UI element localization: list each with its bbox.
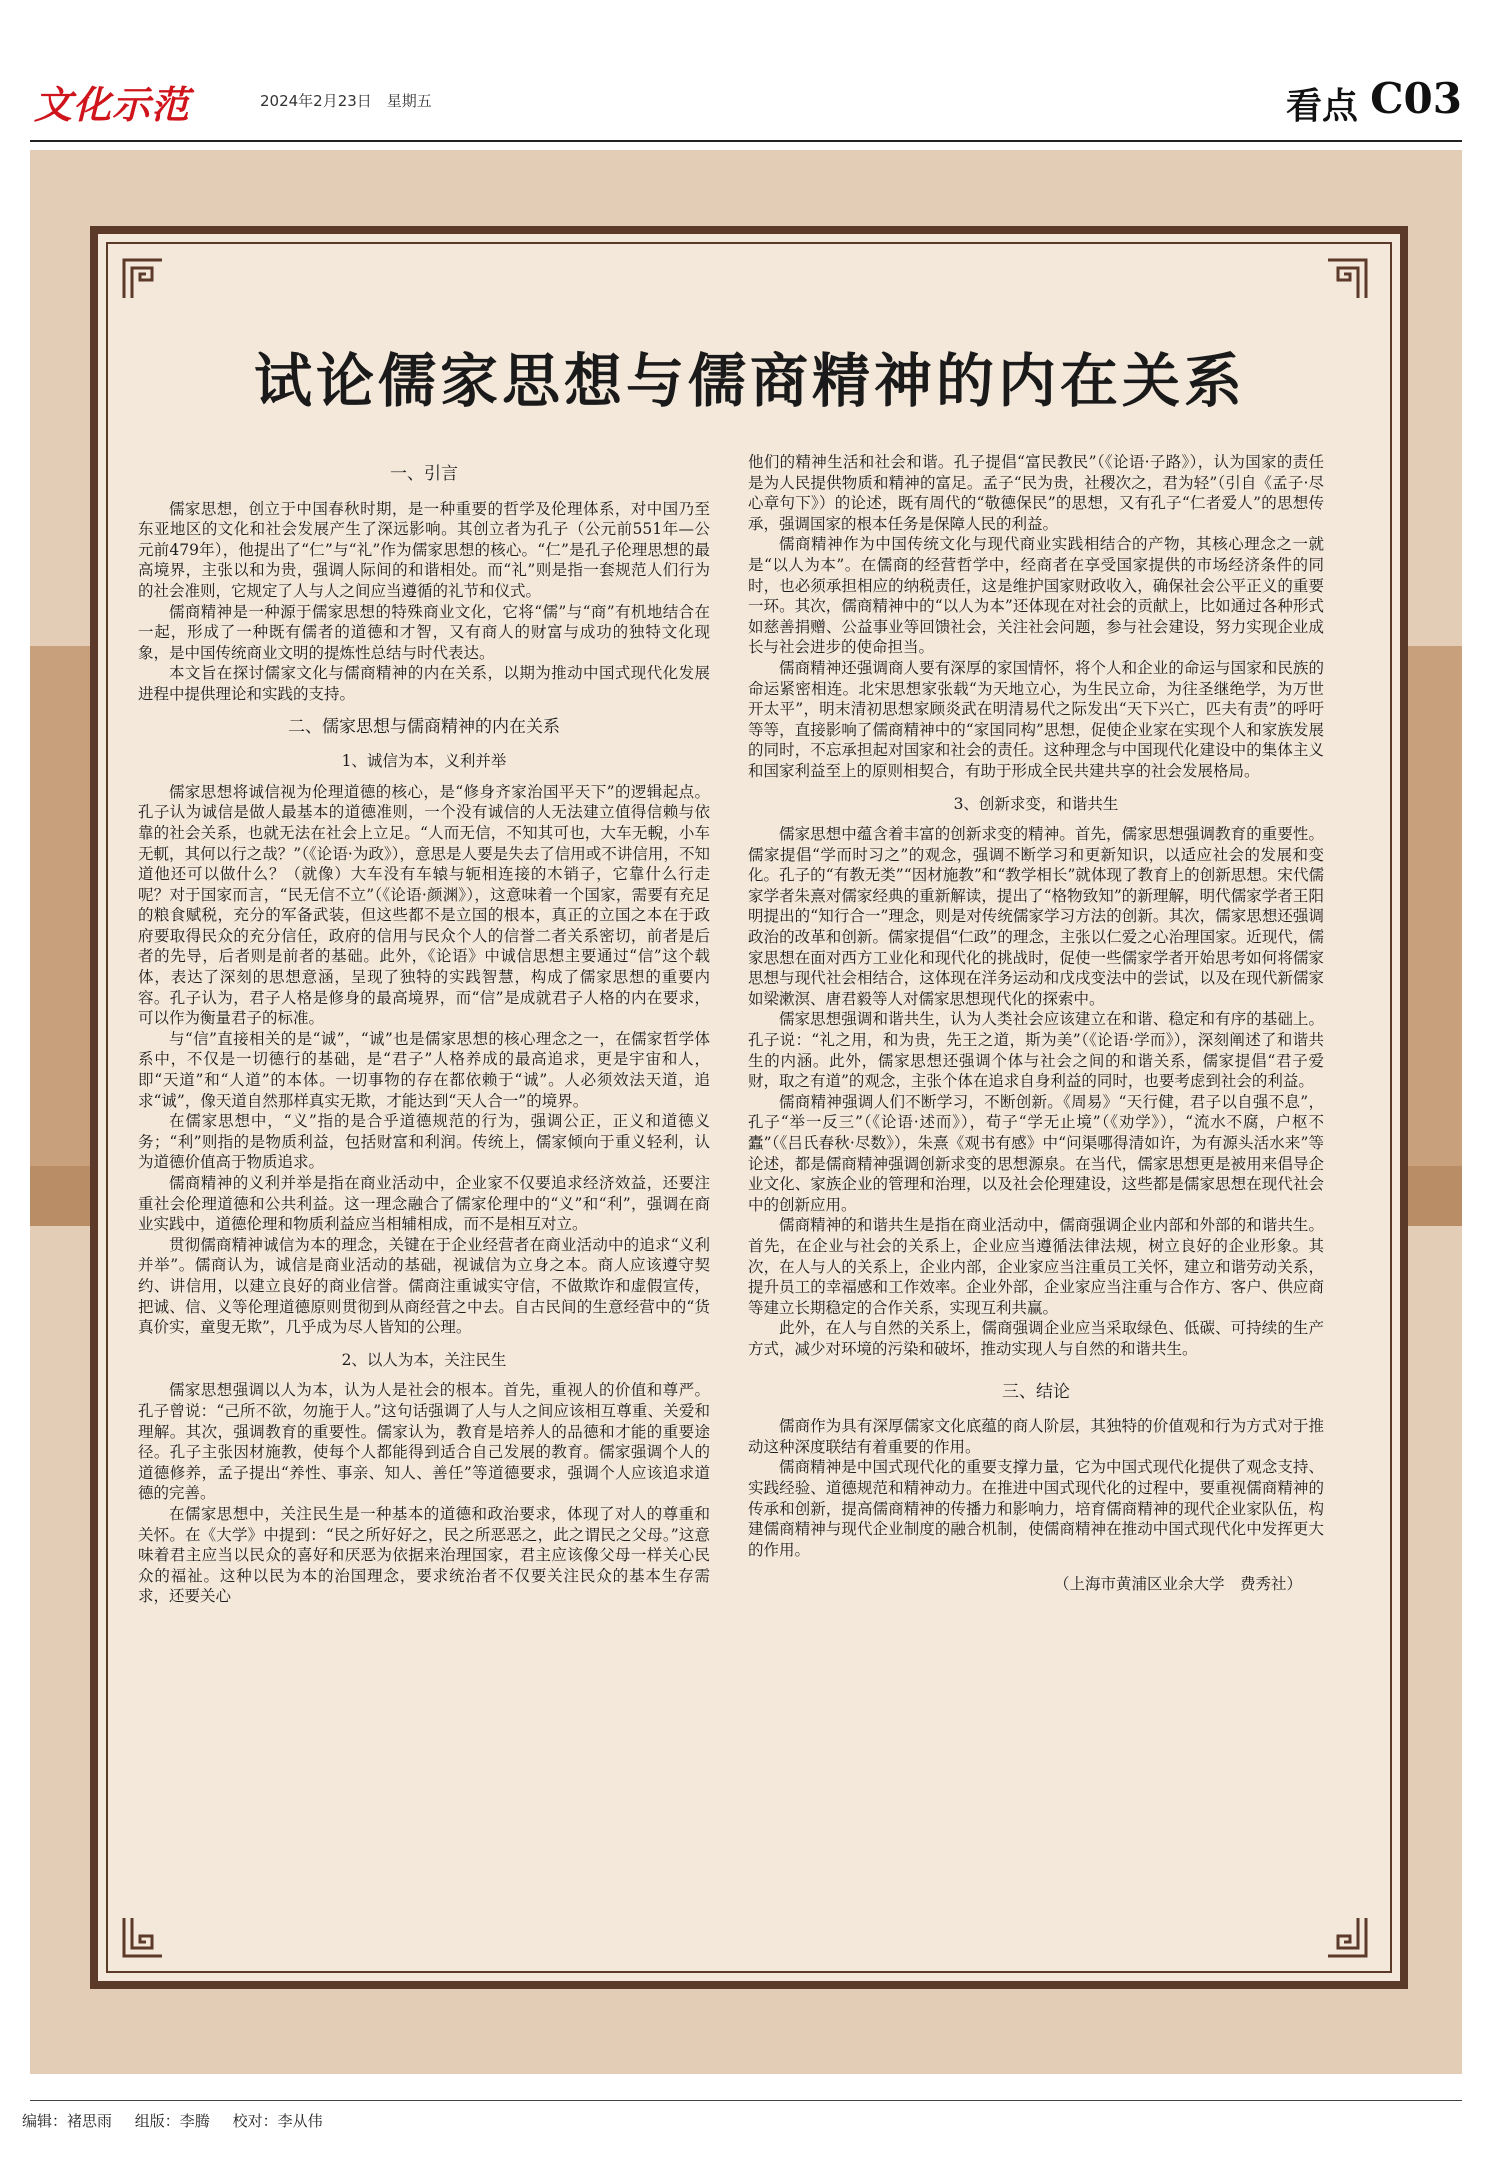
paragraph: 此外，在人与自然的关系上，儒商强调企业应当采取绿色、低碳、可持续的生产方式，减少对环境的污染和破坏，推动实现人与自然的和谐共生。 <box>748 1319 1324 1358</box>
author-byline: （上海市黄浦区业余大学 费秀社） <box>1053 1575 1302 1594</box>
paragraph: 儒商精神还强调商人要有深厚的家国情怀，将个人和企业的命运与国家和民族的命运紧密相连。北宋思想家张载“为天地立心，为生民立命，为往圣继绝学，为万世开太平”，明末清初思想家顾炎武在明清易代之际发出“天下兴亡，匹夫有责”的呼吁等等，直接影响了儒商精神中的“家国同构”思想，促使企业家在实现个人和家族发展的同时，不忘承担起对国家和社会的责任。这种理念与中国现代化建设中的集体主义和国家利益至上的原则相契合，有助于形成全民共建共享的社会发展格局。 <box>748 658 1324 780</box>
paragraph: 儒商精神是一种源于儒家思想的特殊商业文化，它将“儒”与“商”有机地结合在一起，形成了一种既有儒者的道德和才智，又有商人的财富与成功的独特文化现象，是中国传统商业文明的提炼性总结与时代表达。 <box>138 602 710 662</box>
corner-ornament-icon <box>122 258 164 300</box>
section-heading: 二、儒家思想与儒商精神的内在关系 <box>288 716 560 737</box>
article-title: 试论儒家思想与儒商精神的内在关系 <box>253 347 1246 415</box>
corner-ornament-icon <box>1326 258 1368 300</box>
page-credits <box>22 2110 341 2131</box>
paragraph: 儒家思想强调以人为本，认为人是社会的根本。首先，重视人的价值和尊严。孔子曾说：“己所不欲，勿施于人。”这句话强调了人与人之间应该相互尊重、关爱和理解。其次，强调教育的重要性。儒家认为，教育是培养人的品德和才能的重要途径。孔子主张因材施教，使每个人都能得到适合自己发展的教育。儒家强调个人的道德修养，孟子提出“养性、事亲、知人、善任”等道德要求，强调个人应该追求道德的完善。 <box>138 1381 710 1503</box>
paragraph: 贯彻儒商精神诚信为本的理念，关键在于企业经营者在商业活动中的追求“义利并举”。儒商认为，诚信是商业活动的基础，视诚信为立身之本。商人应该遵守契约、讲信用，以建立良好的商业信誉。儒商注重诚实守信，不做欺诈和虚假宣传，把诚、信、义等伦理道德原则贯彻到从商经营之中去。自古民间的生意经营中的“货真价实，童叟无欺”，几乎成为尽人皆知的公理。 <box>138 1235 710 1337</box>
paragraph: 儒商精神强调人们不断学习，不断创新。《周易》“天行健，君子以自强不息”，孔子“举一反三”（《论语·述而》），荀子“学无止境”（《劝学》），“流水不腐，户枢不蠹”（《吕氏春秋·尽数》），朱熹《观书有感》中“问渠哪得清如许，为有源头活水来”等论述，都是儒商精神强调创新求变的思想源泉。在当代，儒家思想更是被用来倡导企业文化、家族企业的管理和治理，以及社会伦理建设，这些都是儒家思想在现代社会中的创新应用。 <box>748 1092 1324 1214</box>
masthead-rule <box>30 140 1462 142</box>
corner-ornament-icon <box>1326 1916 1368 1958</box>
paragraph: 儒商精神作为中国传统文化与现代商业实践相结合的产物，其核心理念之一就是“以人为本”。在儒商的经营哲学中，经商者在享受国家提供的市场经济条件的同时，也必须承担相应的纳税责任，这是维护国家财政收入，确保社会公平正义的重要一环。其次，儒商精神中的“以人为本”还体现在对社会的贡献上，比如通过各种形式如慈善捐赠、公益事业等回馈社会，关注社会问题，参与社会建设，努力实现企业成长与社会进步的使命担当。 <box>748 535 1324 657</box>
subsection-heading: 2、以人为本，关注民生 <box>341 1350 507 1369</box>
masthead <box>30 72 1462 138</box>
newspaper-logo: 文化示范 <box>34 83 191 127</box>
layout-credit: 组版：李腾 <box>134 2112 210 2130</box>
section-heading: 三、结论 <box>1002 1381 1070 1402</box>
section-heading: 一、引言 <box>390 464 458 484</box>
corner-ornament-icon <box>122 1916 164 1958</box>
page-code: C03 <box>1370 74 1462 123</box>
paragraph: 儒家思想，创立于中国春秋时期，是一种重要的哲学及伦理体系，对中国乃至东亚地区的文化和社会发展产生了深远影响。其创立者为孔子（公元前551年—公元前479年），他提出了“仁”与“礼”作为儒家思想的核心。“仁”是孔子伦理思想的最高境界，主张以和为贵，强调人际间的和谐相处。而“礼”则是指一套规范人们行为的社会准则，它规定了人与人之间应当遵循的礼节和仪式。 <box>138 499 710 600</box>
subsection-heading: 1、诚信为本，义利并举 <box>341 752 507 771</box>
paragraph: 儒家思想中蕴含着丰富的创新求变的精神。首先，儒家思想强调教育的重要性。儒家提倡“学而时习之”的观念，强调不断学习和更新知识，以适应社会的发展和变化。孔子的“有教无类”“因材施教”和“教学相长”就体现了教育上的创新思想。宋代儒家学者朱熹对儒家经典的重新解读，提出了“格物致知”的新理解，明代儒家学者王阳明提出的“知行合一”理念，则是对传统儒家学习方法的创新。其次，儒家思想还强调政治的改革和创新。儒家提倡“仁政”的理念，主张以仁爱之心治理国家。近现代，儒家思想在面对西方工业化和现代化的挑战时，促使一些儒家学者开始思考如何将儒家思想与现代社会相结合，这体现在洋务运动和戊戌变法中的尝试，以及在现代新儒家如梁漱溟、唐君毅等人对儒家思想现代化的探索中。 <box>748 825 1324 1008</box>
editor-credit: 编辑：褚思雨 <box>22 2112 113 2130</box>
paragraph: 在儒家思想中，“义”指的是合乎道德规范的行为，强调公正，正义和道德义务；“利”则指的是物质利益，包括财富和利润。传统上，儒家倾向于重义轻利，认为道德价值高于物质追求。 <box>138 1112 710 1172</box>
subsection-heading: 3、创新求变，和谐共生 <box>953 794 1119 813</box>
paragraph: 儒家思想将诚信视为伦理道德的核心，是“修身齐家治国平天下”的逻辑起点。孔子认为诚信是做人最基本的道德准则，一个没有诚信的人无法建立值得信赖与依靠的社会关系，也就无法在社会上立足。“人而无信，不知其可也，大车无輗，小车无軏，其何以行之哉？”（《论语·为政》），意思是人要是失去了信用或不讲信用，不知道他还可以做什么？（就像）大车没有车辕与轭相连接的木销子，它靠什么行走呢？对于国家而言，“民无信不立”（《论语·颜渊》），这意味着一个国家，需要有充足的粮食赋税，充分的军备武装，但这些都不是立国的根本，真正的立国之本在于政府要取得民众的充分信任，政府的信用与民众个人的信誉二者关系密切，前者是后者的先导，后者则是前者的基础。此外，《论语》中诚信思想主要通过“信”这个载体，表达了深刻的思想意涵，呈现了独特的实践智慧，构成了儒家思想的重要内容。孔子认为，君子人格是修身的最高境界，而“信”是成就君子人格的内在要求，可以作为衡量君子的标准。 <box>138 782 710 1028</box>
section-name: 看点 <box>1285 85 1358 127</box>
paragraph: 儒家思想强调和谐共生，认为人类社会应该建立在和谐、稳定和有序的基础上。孔子说：“礼之用，和为贵，先王之道，斯为美”（《论语·学而》），深刻阐述了和谐共生的内涵。此外，儒家思想还强调个体与社会之间的和谐关系，儒家提倡“君子爱财，取之有道”的观念，主张个体在追求自身利益的同时，也要考虑到社会的利益。 <box>748 1010 1324 1091</box>
paragraph: 在儒家思想中，关注民生是一种基本的道德和政治要求，体现了对人的尊重和关怀。在《大学》中提到：“民之所好好之，民之所恶恶之，此之谓民之父母。”这意味着君主应当以民众的喜好和厌恶为依据来治理国家，君主应该像父母一样关心民众的福祉。这种以民为本的治国理念，要求统治者不仅要关注民众的基本生存需求，还要关心 <box>138 1504 710 1606</box>
issue-date: 2024年2月23日 星期五 <box>260 92 432 110</box>
paragraph: 儒商精神是中国式现代化的重要支撑力量，它为中国式现代化提供了观念支持、实践经验、道德规范和精神动力。在推进中国式现代化的过程中，要重视儒商精神的传承和创新，提高儒商精神的传播力和影响力，培育儒商精神的现代企业家队伍，构建儒商精神与现代企业制度的融合机制，使儒商精神在推动中国式现代化中发挥更大的作用。 <box>748 1458 1324 1559</box>
proofread-credit: 校对：李从伟 <box>232 2112 323 2130</box>
article-column-right <box>748 452 1324 1595</box>
paragraph: 与“信”直接相关的是“诚”，“诚”也是儒家思想的核心理念之一，在儒家哲学体系中，不仅是一切德行的基础，是“君子”人格养成的最高追求，更是宇宙和人，即“天道”和“人道”的本体。一切事物的存在都依赖于“诚”。人必须效法天道，追求“诚”，像天道自然那样真实无欺，才能达到“天人合一”的境界。 <box>138 1029 710 1110</box>
footer-rule <box>30 2100 1462 2101</box>
paragraph: 儒商精神的和谐共生是指在商业活动中，儒商强调企业内部和外部的和谐共生。首先，在企业与社会的关系上，企业应当遵循法律法规，树立良好的企业形象。其次，在人与人的关系上，企业内部，企业家应当注重员工关怀，建立和谐劳动关系，提升员工的幸福感和工作效率。企业外部，企业家应当注重与合作方、客户、供应商等建立长期稳定的合作关系，实现互利共赢。 <box>748 1216 1324 1317</box>
paragraph-continued: 他们的精神生活和社会和谐。孔子提倡“富民教民”（《论语·子路》），认为国家的责任是为人民提供物质和精神的富足。孟子“民为贵，社稷次之，君为轻”（引自《孟子·尽心章句下》）的论述，既有周代的“敬德保民”的思想，又有孔子“仁者爱人”的思想传承，强调国家的根本任务是保障人民的利益。 <box>748 453 1324 533</box>
paragraph: 本文旨在探讨儒家文化与儒商精神的内在关系，以期为推动中国式现代化发展进程中提供理论和实践的支持。 <box>138 664 710 703</box>
paragraph: 儒商作为具有深厚儒家文化底蕴的商人阶层，其独特的价值观和行为方式对于推动这种深度联结有着重要的作用。 <box>748 1417 1324 1456</box>
paragraph: 儒商精神的义利并举是指在商业活动中，企业家不仅要追求经济效益，还要注重社会伦理道德和公共利益。这一理念融合了儒家伦理中的“义”和“利”，强调在商业实践中，道德伦理和物质利益应当相辅相成，而不是相互对立。 <box>138 1174 710 1234</box>
article-column-left <box>138 452 710 1607</box>
